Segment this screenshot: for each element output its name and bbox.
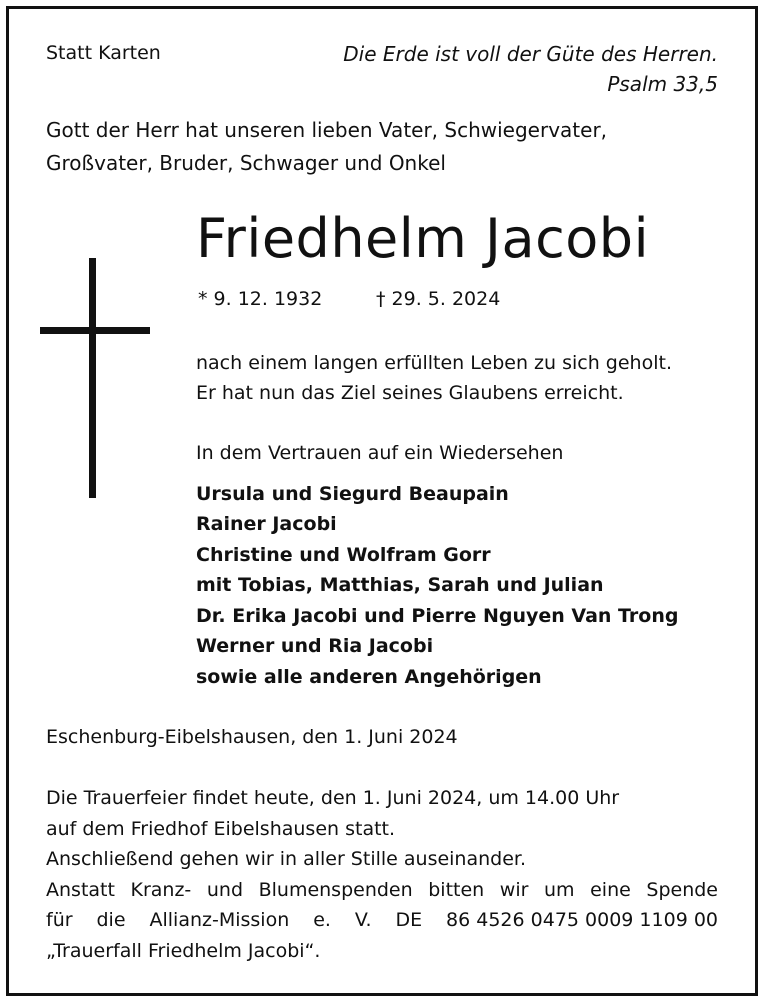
trust-line: In dem Vertrauen auf ein Wiedersehen bbox=[196, 442, 564, 464]
donation-word: V. bbox=[354, 909, 372, 931]
iban-number: 86 4526 0475 0009 1109 00 bbox=[446, 909, 718, 931]
funeral-line-1: Die Trauerfeier findet heute, den 1. Juni 2024, um 14.00 Uhr bbox=[46, 787, 620, 809]
death-date: † 29. 5. 2024 bbox=[376, 288, 501, 310]
funeral-line-2: auf dem Friedhof Eibelshausen statt. bbox=[46, 818, 396, 840]
birth-date: * 9. 12. 1932 bbox=[198, 288, 323, 310]
mourner-line: Werner und Ria Jacobi bbox=[196, 635, 434, 657]
bible-reference: Psalm 33,5 bbox=[607, 72, 718, 96]
mourner-line: Rainer Jacobi bbox=[196, 513, 337, 535]
mourner-line: Christine und Wolfram Gorr bbox=[196, 544, 491, 566]
intro-line-2: Großvater, Bruder, Schwager und Onkel bbox=[46, 151, 446, 175]
donation-word: die bbox=[96, 909, 126, 931]
iban-country: DE bbox=[395, 909, 423, 931]
body-line-1: nach einem langen erfüllten Leben zu sich geholt. bbox=[196, 352, 672, 374]
funeral-line-4: Anstatt Kranz- und Blumenspenden bitten wir um eine Spende bbox=[46, 879, 718, 901]
statt-karten-label: Statt Karten bbox=[46, 42, 161, 64]
funeral-line-3: Anschließend gehen wir in aller Stille auseinander. bbox=[46, 848, 527, 870]
donation-word: e. bbox=[313, 909, 331, 931]
place-date: Eschenburg-Eibelshausen, den 1. Juni 2024 bbox=[46, 726, 458, 748]
body-line-2: Er hat nun das Ziel seines Glaubens erreicht. bbox=[196, 382, 624, 404]
donation-recipient: Allianz-Mission bbox=[149, 909, 290, 931]
deceased-name: Friedhelm Jacobi bbox=[196, 207, 650, 270]
bible-quote: Die Erde ist voll der Güte des Herren. bbox=[343, 42, 718, 66]
cross-icon bbox=[89, 258, 96, 498]
donation-word: für bbox=[46, 909, 73, 931]
funeral-line-6: „Trauerfall Friedhelm Jacobi“. bbox=[46, 940, 321, 962]
cross-icon-bar bbox=[40, 327, 150, 334]
mourner-line: Ursula und Siegurd Beaupain bbox=[196, 483, 509, 505]
mourner-line: sowie alle anderen Angehörigen bbox=[196, 666, 542, 688]
funeral-line-5 bbox=[46, 909, 718, 931]
mourner-line: mit Tobias, Matthias, Sarah und Julian bbox=[196, 574, 604, 596]
intro-line-1: Gott der Herr hat unseren lieben Vater, Schwiegervater, bbox=[46, 118, 608, 142]
mourner-line: Dr. Erika Jacobi und Pierre Nguyen Van Trong bbox=[196, 605, 679, 627]
